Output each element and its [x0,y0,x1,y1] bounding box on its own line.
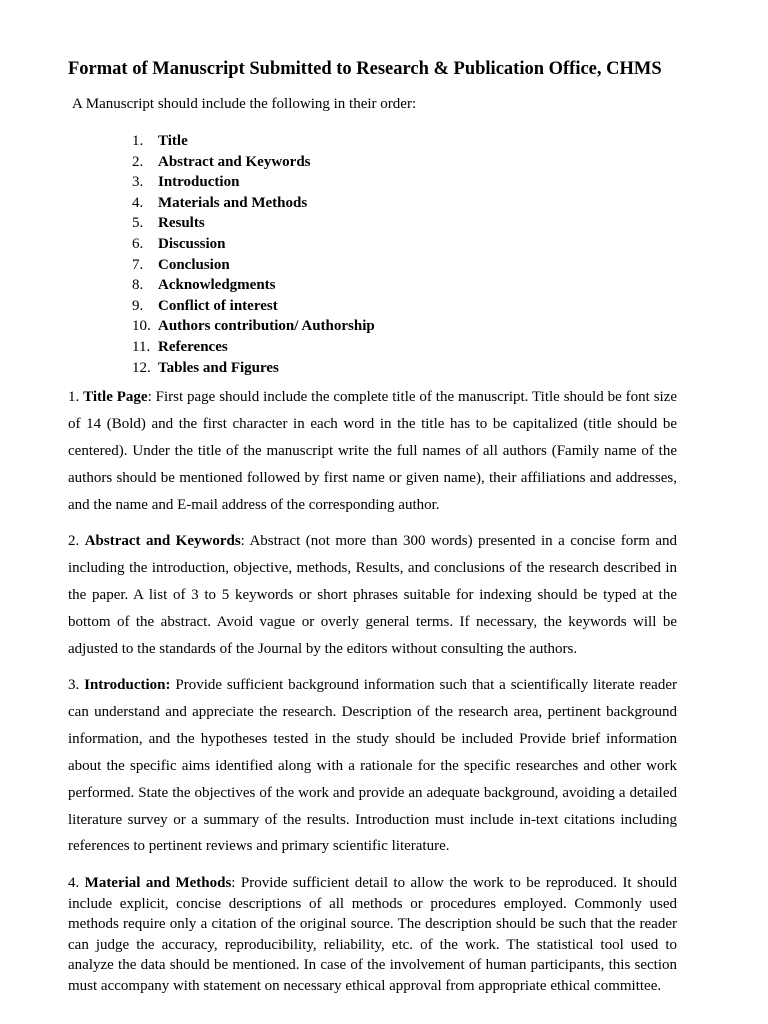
section-abstract-keywords [68,528,677,663]
section-number: 1. [68,389,84,405]
list-item-number: 7. [132,256,144,273]
list-item [132,337,375,358]
list-item-label: Conclusion [158,256,230,273]
list-item [132,193,375,214]
list-item-number: 1. [132,133,144,149]
list-item-label: Acknowledgments [158,277,276,294]
list-item [132,255,375,276]
list-item-number: 3. [132,174,144,191]
section-body: Provide sufficient background information such that a scientifically literate reader can understand and appreciate the research. Description of the research area, pertinent background information, and the hypotheses tested in the study should be included Provide brief information about the specific aims identified along with a rationale for the specific researches and other work performed. State the objectives of the work and provide an adequate background, avoiding a detailed literature survey or a summary of the results. Introduction must include in-text citations including references to pertinent reviews and primary scientific literature. [68,677,677,855]
list-item-number: 11. [132,338,151,355]
list-item [132,152,375,173]
list-item-label: Tables and Figures [158,359,279,376]
section-heading: Introduction: [84,677,171,693]
list-item [132,234,375,255]
document-title: Format of Manuscript Submitted to Research & Publication Office, CHMS [68,59,662,79]
list-item [132,296,375,317]
list-item-number: 4. [132,194,144,211]
list-item-number: 8. [132,277,144,294]
list-item [132,131,375,152]
section-title-page [68,384,677,519]
section-body: : Abstract (not more than 300 words) presented in a concise form and including the introduction, objective, methods, Results, and conclusions of the research described in the paper. A list of 3 to 5 keywords or short phrases suitable for indexing should be typed at the bottom of the abstract. Avoid vague or overly general terms. If necessary, the keywords will be adjusted to the standards of the Journal by the editors without consulting the authors. [68,533,677,657]
list-item-number: 6. [132,235,144,252]
list-item [132,275,375,296]
list-item [132,358,375,379]
list-item-number: 5. [132,215,144,232]
section-introduction [68,672,677,860]
list-item [132,213,375,234]
list-item [132,316,375,337]
section-body: : Provide sufficient detail to allow the work to be reproduced. It should include explicit, concise descriptions of all methods or procedures employed. Commonly used methods require only a citation of the original source. The description should be such that the reader can judge the accuracy, reproducibility, reliability, etc. of the work. The statistical tool used to analyze the data should be mentioned. In case of the involvement of human participants, this section must accompany with statement on necessary ethical approval from appropriate ethical committee. [68,875,678,994]
list-item-label: Title [158,133,188,149]
section-number: 3. [68,677,85,693]
list-item-label: Discussion [158,235,226,252]
list-item-number: 10. [132,318,151,335]
manuscript-order-list [132,131,375,378]
list-item-number: 2. [132,153,144,170]
intro-text: A Manuscript should include the following in their order: [72,96,417,112]
list-item-label: Introduction [158,174,240,191]
section-body: : First page should include the complete title of the manuscript. Title should be font size of 14 (Bold) and the first character in each word in the title has to be capitalized (title should be centered). Under the title of the manuscript write the full names of all authors (Family name of the authors should be mentioned followed by first name or given name), their affiliations and addresses, and the name and E-mail address of the corresponding author. [68,389,678,513]
section-number: 4. [68,875,85,891]
list-item-label: Authors contribution/ Authorship [158,318,375,335]
list-item [132,172,375,193]
list-item-label: References [158,338,228,355]
list-item-number: 12. [132,359,151,376]
list-item-label: Abstract and Keywords [158,153,311,170]
section-number: 2. [68,533,85,549]
section-heading: Abstract and Keywords [84,533,241,549]
list-item-number: 9. [132,297,144,314]
section-material-methods [68,873,677,996]
list-item-label: Materials and Methods [158,194,308,211]
section-heading: Title Page [83,389,148,405]
list-item-label: Results [158,215,205,232]
section-heading: Material and Methods [84,875,232,891]
list-item-label: Conflict of interest [158,297,278,314]
